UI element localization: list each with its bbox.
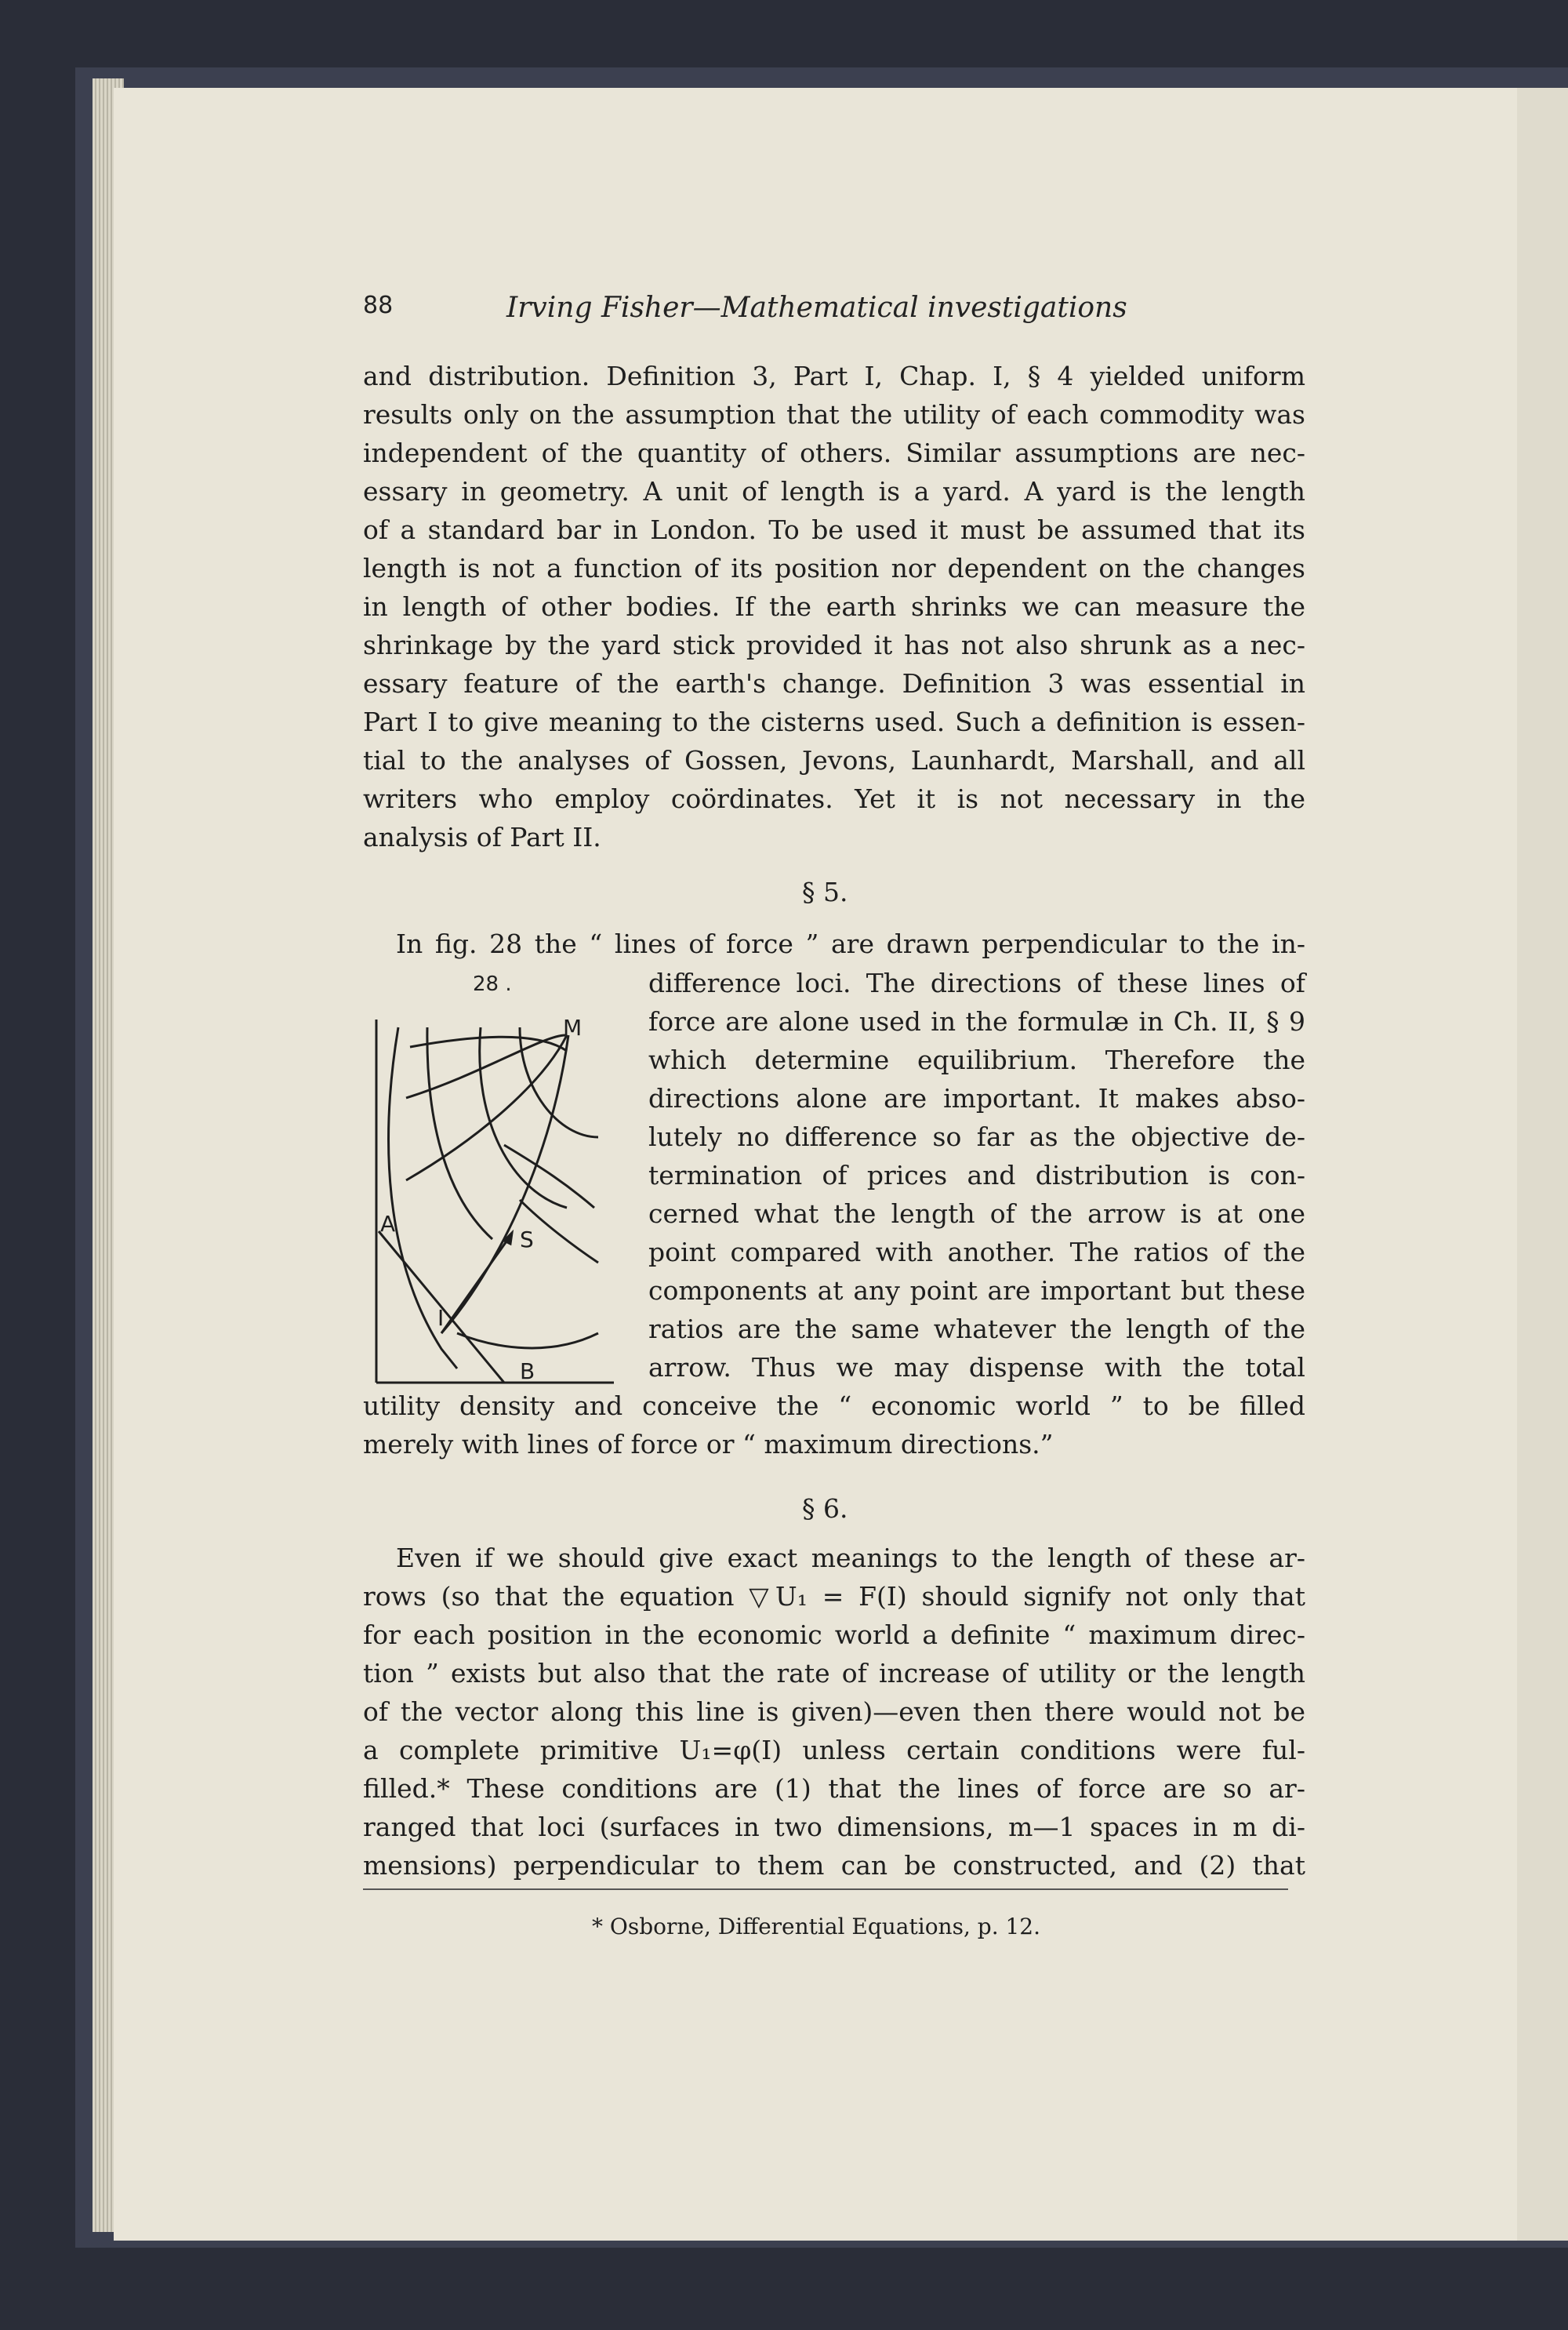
force-line — [441, 1035, 568, 1333]
running-head — [363, 292, 1304, 331]
text-line: independent of the quantity of others. Similar assumptions are nec- — [363, 438, 1305, 468]
text-line: shrinkage by the yard stick provided it has not also shrunk as a nec- — [363, 630, 1305, 660]
text-line: cerned what the length of the arrow is at one — [648, 1198, 1305, 1229]
text-line: and distribution. Definition 3, Part I, Chap. I, § 4 yielded uniform — [363, 361, 1305, 391]
text-line: termination of prices and distribution is con- — [648, 1160, 1305, 1190]
text-line: in length of other bodies. If the earth shrinks we can measure the — [363, 591, 1305, 622]
text-line: difference loci. The directions of these lines of — [648, 968, 1305, 998]
label-A: A — [380, 1211, 396, 1237]
text-line: results only on the assumption that the utility of each commodity was — [363, 399, 1305, 430]
running-title: Irving Fisher—Mathematical investigations — [506, 292, 1127, 324]
text-line: which determine equilibrium. Therefore the — [648, 1045, 1305, 1075]
text-line: a complete primitive U₁=φ(I) unless certain conditions were ful- — [363, 1735, 1305, 1765]
text-line: analysis of Part II. — [363, 822, 601, 852]
text-line: mensions) perpendicular to them can be constructed, and (2) that — [363, 1850, 1305, 1881]
text-line: of a standard bar in London. To be used it must be assumed that its — [363, 514, 1305, 545]
text-line: tial to the analyses of Gossen, Jevons, Launhardt, Marshall, and all — [363, 745, 1305, 776]
text-line: filled.* These conditions are (1) that the lines of force are so ar- — [363, 1773, 1305, 1804]
label-I: I — [437, 1305, 445, 1331]
text-line: arrow. Thus we may dispense with the total — [648, 1352, 1305, 1383]
text-line: point compared with another. The ratios of the — [648, 1237, 1305, 1267]
figure-number: 28 . — [473, 972, 512, 996]
text-line: Part I to give meaning to the cisterns used. Such a definition is essen- — [363, 707, 1305, 737]
text-line: merely with lines of force or “ maximum directions.” — [363, 1429, 1054, 1459]
text-line: length is not a function of its position nor dependent on the changes — [363, 553, 1305, 583]
locus-curve — [504, 1145, 594, 1208]
text-line: In fig. 28 the “ lines of force ” are drawn perpendicular to the in- — [396, 929, 1305, 959]
label-M: M — [563, 1015, 583, 1041]
label-S: S — [520, 1227, 534, 1252]
text-line: essary feature of the earth's change. Definition 3 was essential in — [363, 668, 1305, 699]
text-line: rows (so that the equation ▽U₁ = F(I) should signify not only that — [363, 1581, 1305, 1612]
text-line: Even if we should give exact meanings to the length of these ar- — [396, 1543, 1305, 1573]
text-line: utility density and conceive the “ economic world ” to be filled — [363, 1390, 1305, 1421]
text-line: writers who employ coördinates. Yet it is not necessary in the — [363, 783, 1305, 814]
text-line: ratios are the same whatever the length of the — [648, 1314, 1305, 1344]
locus-curve — [410, 1037, 567, 1051]
figure-lines-of-force — [363, 1004, 622, 1388]
locus-curve — [427, 1027, 492, 1239]
text-line: tion ” exists but also that the rate of increase of utility or the length — [363, 1658, 1305, 1688]
text-line: essary in geometry. A unit of length is a yard. A yard is the length — [363, 476, 1305, 507]
text-line: components at any point are important but these — [648, 1275, 1305, 1306]
facing-page-edge — [1513, 88, 1568, 2241]
text-line: force are alone used in the formulæ in Ch. II, § 9 — [648, 1006, 1305, 1037]
page-number: 88 — [363, 292, 394, 319]
text-line: for each position in the economic world a definite “ maximum direc- — [363, 1619, 1305, 1650]
footnote-rule — [363, 1888, 1288, 1890]
text-line: directions alone are important. It makes abso- — [648, 1083, 1305, 1114]
label-B: B — [520, 1358, 535, 1384]
text-line: of the vector along this line is given)—even then there would not be — [363, 1696, 1305, 1727]
locus-curve — [389, 1027, 457, 1369]
section-heading-5: § 5. — [802, 877, 848, 907]
text-line: ranged that loci (surfaces in two dimensions, m—1 spaces in m di- — [363, 1812, 1305, 1842]
footnote: * Osborne, Differential Equations, p. 12. — [592, 1914, 1041, 1939]
section-heading-6: § 6. — [802, 1493, 848, 1524]
text-line: lutely no difference so far as the objective de- — [648, 1121, 1305, 1152]
locus-curve — [457, 1333, 598, 1348]
